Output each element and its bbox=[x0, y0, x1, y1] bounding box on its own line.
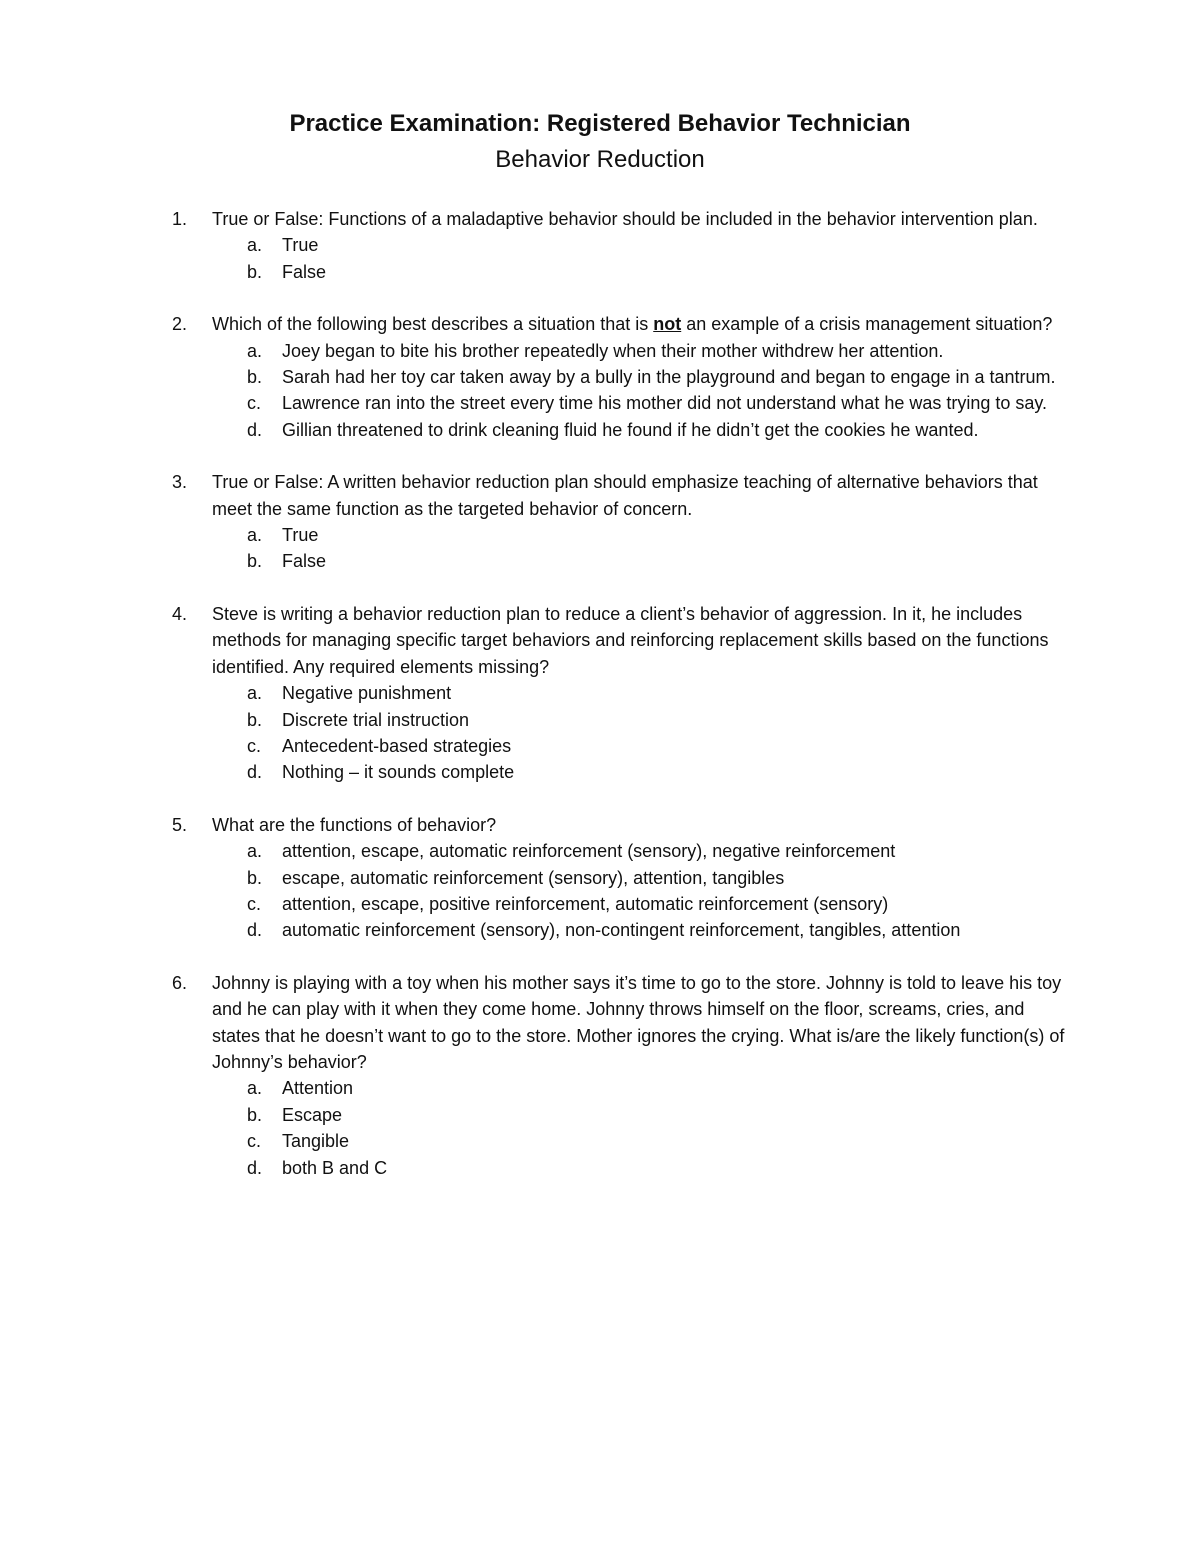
question-number: 6. bbox=[172, 972, 188, 993]
question-text-start: Which of the following best describes a situation that is bbox=[212, 314, 654, 335]
question-number: 4. bbox=[172, 603, 188, 624]
option-letter: b. bbox=[247, 709, 263, 730]
answer-option bbox=[0, 759, 1200, 785]
option-letter: d. bbox=[247, 419, 263, 440]
option-text: True bbox=[282, 525, 319, 546]
option-text: Attention bbox=[282, 1078, 354, 1099]
answer-option bbox=[0, 259, 1200, 285]
option-text: Sarah had her toy car taken away by a bully in the playground and began to engage in a tantrum. bbox=[282, 367, 1056, 388]
option-letter: d. bbox=[247, 1157, 263, 1178]
answer-option bbox=[0, 865, 1200, 891]
question-number: 2. bbox=[172, 314, 188, 335]
question-number: 3. bbox=[172, 472, 188, 493]
option-letter: b. bbox=[247, 1104, 263, 1125]
option-letter: a. bbox=[247, 340, 263, 361]
answer-option bbox=[0, 364, 1200, 390]
option-text: Tangible bbox=[282, 1131, 350, 1152]
answer-option bbox=[0, 680, 1200, 706]
question-6 bbox=[0, 970, 1200, 1181]
question-number: 5. bbox=[172, 814, 188, 835]
answer-option bbox=[0, 1128, 1200, 1154]
answer-option bbox=[0, 917, 1200, 943]
question-text: True or False: A written behavior reduction plan should emphasize teaching of alternative behaviors that meet the same function as the targeted behavior of concern. bbox=[212, 472, 1038, 519]
question-list bbox=[0, 206, 1200, 1207]
option-letter: a. bbox=[247, 841, 263, 862]
answer-option bbox=[0, 838, 1200, 864]
question-text: Johnny is playing with a toy when his mother says it’s time to go to the store. Johnny is told to leave his toy and he can play with it when they come home. Johnny throws himself on the floor, screams, cries, and states that he doesn’t want to go to the store. Mother ignores the crying. What is/are the likely function(s) of Johnny’s behavior? bbox=[212, 972, 1065, 1072]
page-title: Practice Examination: Registered Behavior Technician bbox=[289, 110, 911, 137]
option-text: Gillian threatened to drink cleaning fluid he found if he didn’t get the cookies he wanted. bbox=[282, 419, 979, 440]
option-text: Negative punishment bbox=[282, 683, 452, 704]
answer-option bbox=[0, 522, 1200, 548]
option-letter: c. bbox=[247, 1131, 262, 1152]
option-letter: c. bbox=[247, 393, 262, 414]
question-number: 1. bbox=[172, 209, 188, 229]
option-text: Escape bbox=[282, 1104, 343, 1125]
option-text: both B and C bbox=[282, 1157, 388, 1178]
option-letter: b. bbox=[247, 551, 263, 572]
option-text: True bbox=[282, 235, 319, 256]
answer-option bbox=[0, 1155, 1200, 1181]
option-letter: a. bbox=[247, 235, 263, 256]
page-subtitle: Behavior Reduction bbox=[495, 146, 705, 173]
question-text: True or False: Functions of a maladaptive behavior should be included in the behavior intervention plan. bbox=[212, 209, 1038, 229]
option-letter: d. bbox=[247, 762, 263, 783]
option-text: Discrete trial instruction bbox=[282, 709, 470, 730]
option-text: attention, escape, positive reinforcement, automatic reinforcement (sensory) bbox=[282, 893, 889, 914]
answer-option bbox=[0, 232, 1200, 258]
question-text bbox=[212, 311, 1072, 337]
answer-option bbox=[0, 1075, 1200, 1101]
option-letter: b. bbox=[247, 367, 263, 388]
question-text-end: an example of a crisis management situation? bbox=[681, 314, 1053, 335]
option-letter: a. bbox=[247, 1078, 263, 1099]
question-4 bbox=[0, 601, 1200, 786]
answer-option bbox=[0, 417, 1200, 443]
answer-option bbox=[0, 733, 1200, 759]
question-1 bbox=[0, 206, 1200, 285]
option-text: Antecedent-based strategies bbox=[282, 735, 512, 756]
answer-option bbox=[0, 338, 1200, 364]
option-letter: d. bbox=[247, 920, 263, 941]
option-text: Lawrence ran into the street every time his mother did not understand what he was trying to say. bbox=[282, 393, 1048, 414]
option-text: automatic reinforcement (sensory), non-contingent reinforcement, tangibles, attention bbox=[282, 920, 961, 941]
option-letter: a. bbox=[247, 525, 263, 546]
question-5 bbox=[0, 812, 1200, 944]
option-letter: c. bbox=[247, 893, 262, 914]
option-text: False bbox=[282, 551, 327, 572]
option-letter: c. bbox=[247, 735, 262, 756]
option-text: False bbox=[282, 261, 327, 282]
option-letter: a. bbox=[247, 683, 263, 704]
answer-option bbox=[0, 891, 1200, 917]
option-letter: b. bbox=[247, 261, 263, 282]
answer-option bbox=[0, 390, 1200, 416]
answer-option bbox=[0, 1102, 1200, 1128]
answer-option bbox=[0, 548, 1200, 574]
question-text: What are the functions of behavior? bbox=[212, 814, 497, 835]
answer-option bbox=[0, 707, 1200, 733]
option-letter: b. bbox=[247, 867, 263, 888]
option-text: attention, escape, automatic reinforcement (sensory), negative reinforcement bbox=[282, 841, 896, 862]
option-text: Joey began to bite his brother repeatedly when their mother withdrew her attention. bbox=[282, 340, 944, 361]
question-3 bbox=[0, 469, 1200, 575]
question-2 bbox=[0, 311, 1200, 443]
question-text: Steve is writing a behavior reduction plan to reduce a client’s behavior of aggression. In it, he includes methods for managing specific target behaviors and reinforcing replacement skills based on the functions identified. Any required elements missing? bbox=[212, 603, 1049, 677]
option-text: Nothing – it sounds complete bbox=[282, 762, 515, 783]
option-text: escape, automatic reinforcement (sensory), attention, tangibles bbox=[282, 867, 785, 888]
emphasized-word: not bbox=[653, 314, 682, 335]
